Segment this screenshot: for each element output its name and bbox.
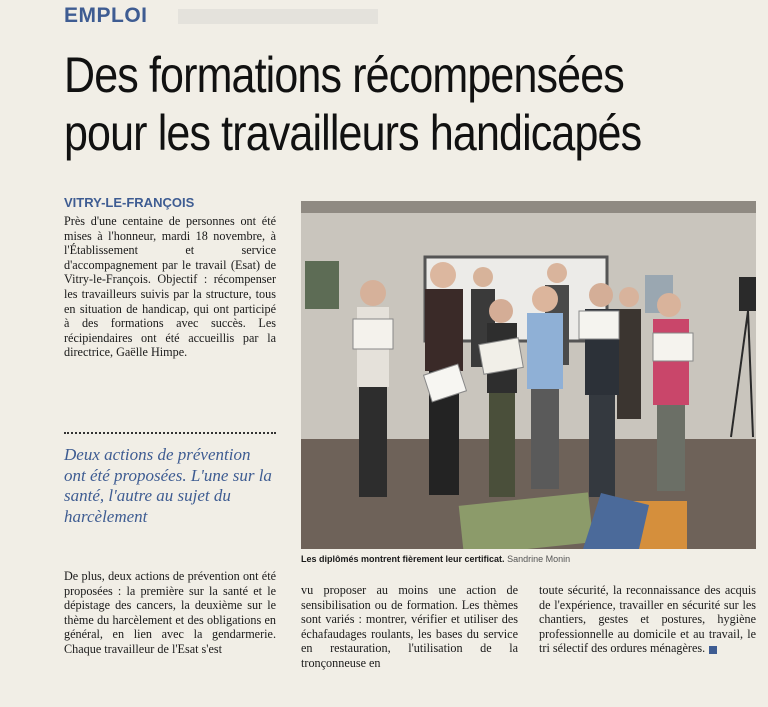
end-of-article-square-icon (709, 646, 717, 654)
photo-person-head (589, 283, 613, 307)
photo-person-body (425, 289, 463, 371)
group-photo (301, 201, 756, 549)
headline (64, 46, 657, 162)
bleed-through-band (178, 9, 378, 24)
photo-person-legs (589, 395, 615, 497)
photo-certificate (353, 319, 393, 349)
photo-person-body (653, 319, 689, 405)
photo-caption (301, 554, 756, 564)
photo-certificate (479, 338, 524, 374)
body-column-2: vu proposer au moins une action de sensibilisation ou de formation. Les thèmes sont variés : montrer, vérifier et utiliser des échafaudages roulants, les bases du service en restauration, l'utilisation de la tronçonneuse en (301, 583, 518, 670)
photo-person-legs (531, 389, 559, 489)
body-column-3-text: toute sécurité, la reconnaissance des acquis de l'expérience, travailler en sécurité sur les chantiers, gestes et postures, hygiène professionnelle au domicile et au travail, le tri sélectif des ordures ménagères. (539, 583, 756, 656)
photo-certificate (653, 333, 693, 361)
photo-person-legs (489, 393, 515, 497)
photo-person-head (430, 262, 456, 288)
headline-line-1: Des formations récompensées (64, 47, 624, 103)
section-rubric: EMPLOI (64, 4, 148, 27)
photo-person-head (619, 287, 639, 307)
photo-person-head (360, 280, 386, 306)
photo-certificate (579, 311, 619, 339)
headline-line-2: pour les travailleurs handicapés (64, 105, 642, 161)
photo-person-legs (657, 405, 685, 491)
dotted-separator (64, 432, 276, 434)
lead-paragraph: Près d'une centaine de personnes ont été mises à l'honneur, mardi 18 novembre, à l'Établissement et service d'accompagnement par le travail (Esat) de Vitry-le-François. Objectif : récompenser les travailleurs suivis par la structure, tous en situation de handicap, qui ont participé à des formations avec succès. Les récipiendaires ont été accueillis par la directrice, Gaëlle Himpe. (64, 214, 276, 360)
photo-person-head (473, 267, 493, 287)
pull-quote: Deux actions de prévention ont été proposées. L'une sur la santé, l'autre au sujet du harcèlement (64, 445, 272, 526)
photo-person-head (547, 263, 567, 283)
photo-person-head (489, 299, 513, 323)
dateline: VITRY-LE-FRANÇOIS (64, 195, 195, 210)
photo-person-legs (359, 387, 387, 497)
photo-credit: Sandrine Monin (507, 554, 571, 564)
photo-speaker (739, 277, 756, 311)
photo-person-body (617, 309, 641, 419)
photo-person-body (527, 313, 563, 389)
photo-person-head (657, 293, 681, 317)
photo-person-head (532, 286, 558, 312)
caption-text: Les diplômés montrent fièrement leur certificat. (301, 554, 505, 564)
photo-frame-left (305, 261, 339, 309)
body-column-1: De plus, deux actions de prévention ont été proposées : la première sur la santé et le dépistage des cancers, la deuxième sur le thème du harcèlement et des obligations en général, en lien avec la gendarmerie. Chaque travailleur de l'Esat s'est (64, 569, 276, 656)
body-column-3 (539, 583, 756, 656)
photo-ceiling (301, 201, 756, 213)
